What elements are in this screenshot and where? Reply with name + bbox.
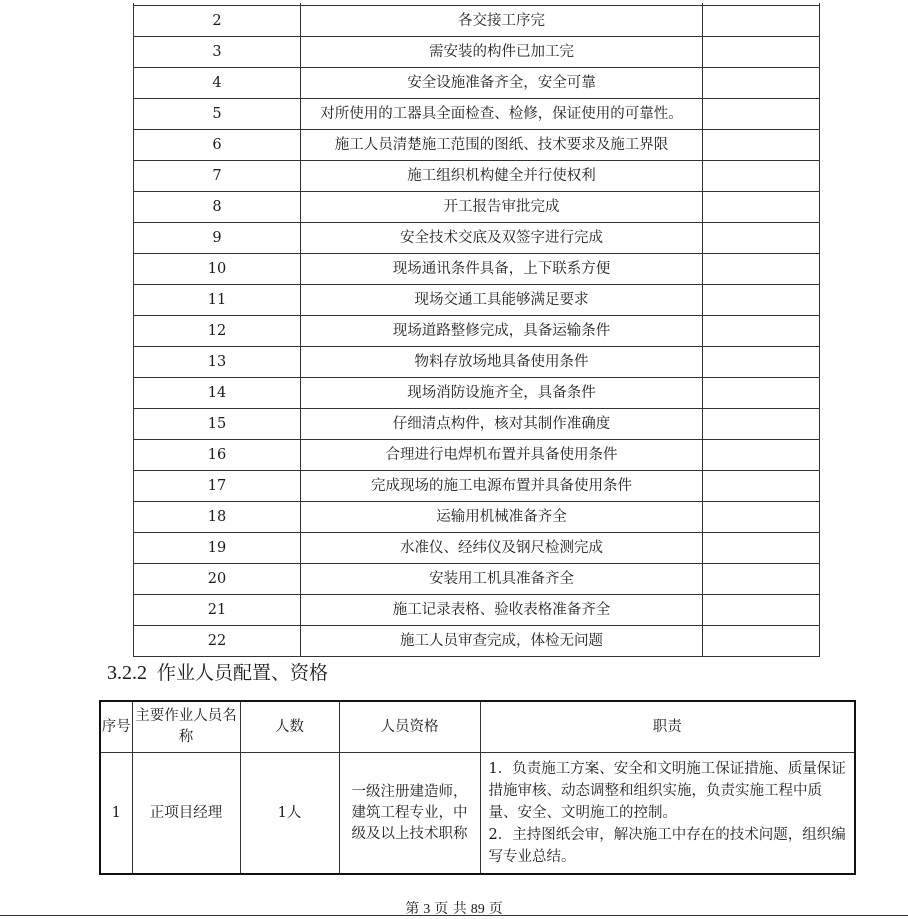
- row-item: 施工人员审查完成，体检无问题: [301, 626, 703, 657]
- section-title-text: 作业人员配置、资格: [157, 662, 329, 684]
- row-item: 现场道路整修完成，具备运输条件: [301, 316, 703, 347]
- row-check-cell: [703, 192, 820, 223]
- row-item: 水准仪、经纬仪及钢尺检测完成: [301, 533, 703, 564]
- row-number: 16: [134, 440, 301, 471]
- row-item: 现场通讯条件具备，上下联系方便: [301, 254, 703, 285]
- row-number: 6: [134, 130, 301, 161]
- row-check-cell: [703, 626, 820, 657]
- row-number: 20: [134, 564, 301, 595]
- row-check-cell: [703, 68, 820, 99]
- row-number: 12: [134, 316, 301, 347]
- prep-checklist-table: [133, 3, 820, 657]
- header-duty: 职责: [480, 701, 855, 753]
- row-number: 18: [134, 502, 301, 533]
- staff-duty: [480, 753, 855, 875]
- table-row: [134, 161, 820, 192]
- row-item: 物料存放场地具备使用条件: [301, 347, 703, 378]
- row-item: 安全技术交底及双签字进行完成: [301, 223, 703, 254]
- table-row: [134, 223, 820, 254]
- table-row: [134, 502, 820, 533]
- row-number: 15: [134, 409, 301, 440]
- staff-qualification: 一级注册建造师，建筑工程专业，中级及以上技术职称: [339, 753, 480, 875]
- table-row: [100, 753, 855, 875]
- row-check-cell: [703, 285, 820, 316]
- table-row: [134, 316, 820, 347]
- checklist-body: [134, 3, 820, 657]
- staff-count: 1人: [240, 753, 339, 875]
- row-number: 19: [134, 533, 301, 564]
- row-item: 完成现场的施工电源布置并具备使用条件: [301, 471, 703, 502]
- table-row: [134, 533, 820, 564]
- row-number: 4: [134, 68, 301, 99]
- table-row: [134, 378, 820, 409]
- row-item: 施工记录表格、验收表格准备齐全: [301, 595, 703, 626]
- table-row: [134, 254, 820, 285]
- footer-page-number: 3: [423, 902, 431, 917]
- header-qualification: 人员资格: [339, 701, 480, 753]
- table-row: [134, 68, 820, 99]
- row-item: 现场消防设施齐全，具备条件: [301, 378, 703, 409]
- table-row: [134, 285, 820, 316]
- row-number: 13: [134, 347, 301, 378]
- footer-suffix: 页: [488, 901, 503, 917]
- row-number: 9: [134, 223, 301, 254]
- table-row: [134, 564, 820, 595]
- table-row: [134, 409, 820, 440]
- table-row: [134, 37, 820, 68]
- row-check-cell: [703, 378, 820, 409]
- footer-prefix: 第: [405, 901, 420, 917]
- row-check-cell: [703, 316, 820, 347]
- header-seq: 序号: [100, 701, 132, 753]
- row-item: 合理进行电焊机布置并具备使用条件: [301, 440, 703, 471]
- row-number: 8: [134, 192, 301, 223]
- table-row: [134, 192, 820, 223]
- row-item: 对所使用的工器具全面检查、检修，保证使用的可靠性。: [301, 99, 703, 130]
- row-number: 11: [134, 285, 301, 316]
- row-number: 17: [134, 471, 301, 502]
- staff-seq: 1: [100, 753, 132, 875]
- row-number: 7: [134, 161, 301, 192]
- row-check-cell: [703, 223, 820, 254]
- row-check-cell: [703, 254, 820, 285]
- duty-item-2: 2．主持图纸会审，解决施工中存在的技术问题，组织编写专业总结。: [488, 827, 846, 865]
- section-heading: [107, 660, 328, 686]
- row-item: 施工组织机构健全并行使权利: [301, 161, 703, 192]
- row-item: 施工人员清楚施工范围的图纸、技术要求及施工界限: [301, 130, 703, 161]
- row-check-cell: [703, 533, 820, 564]
- table-row: [134, 6, 820, 37]
- footer-divider: [0, 915, 908, 916]
- row-check-cell: [703, 409, 820, 440]
- row-item: 安全设施准备齐全，安全可靠: [301, 68, 703, 99]
- row-item: 需安装的构件已加工完: [301, 37, 703, 68]
- row-number: 22: [134, 626, 301, 657]
- duty-item-1: 1．负责施工方案、安全和文明施工保证措施、质量保证措施审核、动态调整和组织实施，负责实施工程中质量、安全、文明施工的控制。: [488, 761, 846, 821]
- row-check-cell: [703, 6, 820, 37]
- header-count: 人数: [240, 701, 339, 753]
- row-item: 运输用机械准备齐全: [301, 502, 703, 533]
- row-check-cell: [703, 440, 820, 471]
- row-check-cell: [703, 347, 820, 378]
- row-number: 3: [134, 37, 301, 68]
- row-number: 14: [134, 378, 301, 409]
- row-check-cell: [703, 161, 820, 192]
- footer-total-pages: 89: [470, 902, 485, 917]
- table-row: [134, 347, 820, 378]
- row-check-cell: [703, 595, 820, 626]
- table-row: [134, 99, 820, 130]
- row-check-cell: [703, 471, 820, 502]
- table-row: [134, 471, 820, 502]
- row-item: 开工报告审批完成: [301, 192, 703, 223]
- staff-table-header-row: [100, 701, 855, 753]
- row-number: 5: [134, 99, 301, 130]
- row-item: 仔细清点构件，核对其制作准确度: [301, 409, 703, 440]
- table-row: [134, 440, 820, 471]
- staff-qualification-table: [99, 700, 856, 875]
- row-item: 各交接工序完: [301, 6, 703, 37]
- row-item: 现场交通工具能够满足要求: [301, 285, 703, 316]
- row-check-cell: [703, 564, 820, 595]
- staff-role: 正项目经理: [132, 753, 240, 875]
- table-row: [134, 626, 820, 657]
- row-number: 21: [134, 595, 301, 626]
- section-number: 3.2.2: [107, 662, 147, 684]
- table-row: [134, 595, 820, 626]
- footer-middle: 页 共: [434, 901, 467, 917]
- table-row: [134, 130, 820, 161]
- row-number: 2: [134, 6, 301, 37]
- row-check-cell: [703, 37, 820, 68]
- row-check-cell: [703, 130, 820, 161]
- row-number: 10: [134, 254, 301, 285]
- row-check-cell: [703, 99, 820, 130]
- row-check-cell: [703, 502, 820, 533]
- row-item: 安装用工机具准备齐全: [301, 564, 703, 595]
- header-role: 主要作业人员名称: [132, 701, 240, 753]
